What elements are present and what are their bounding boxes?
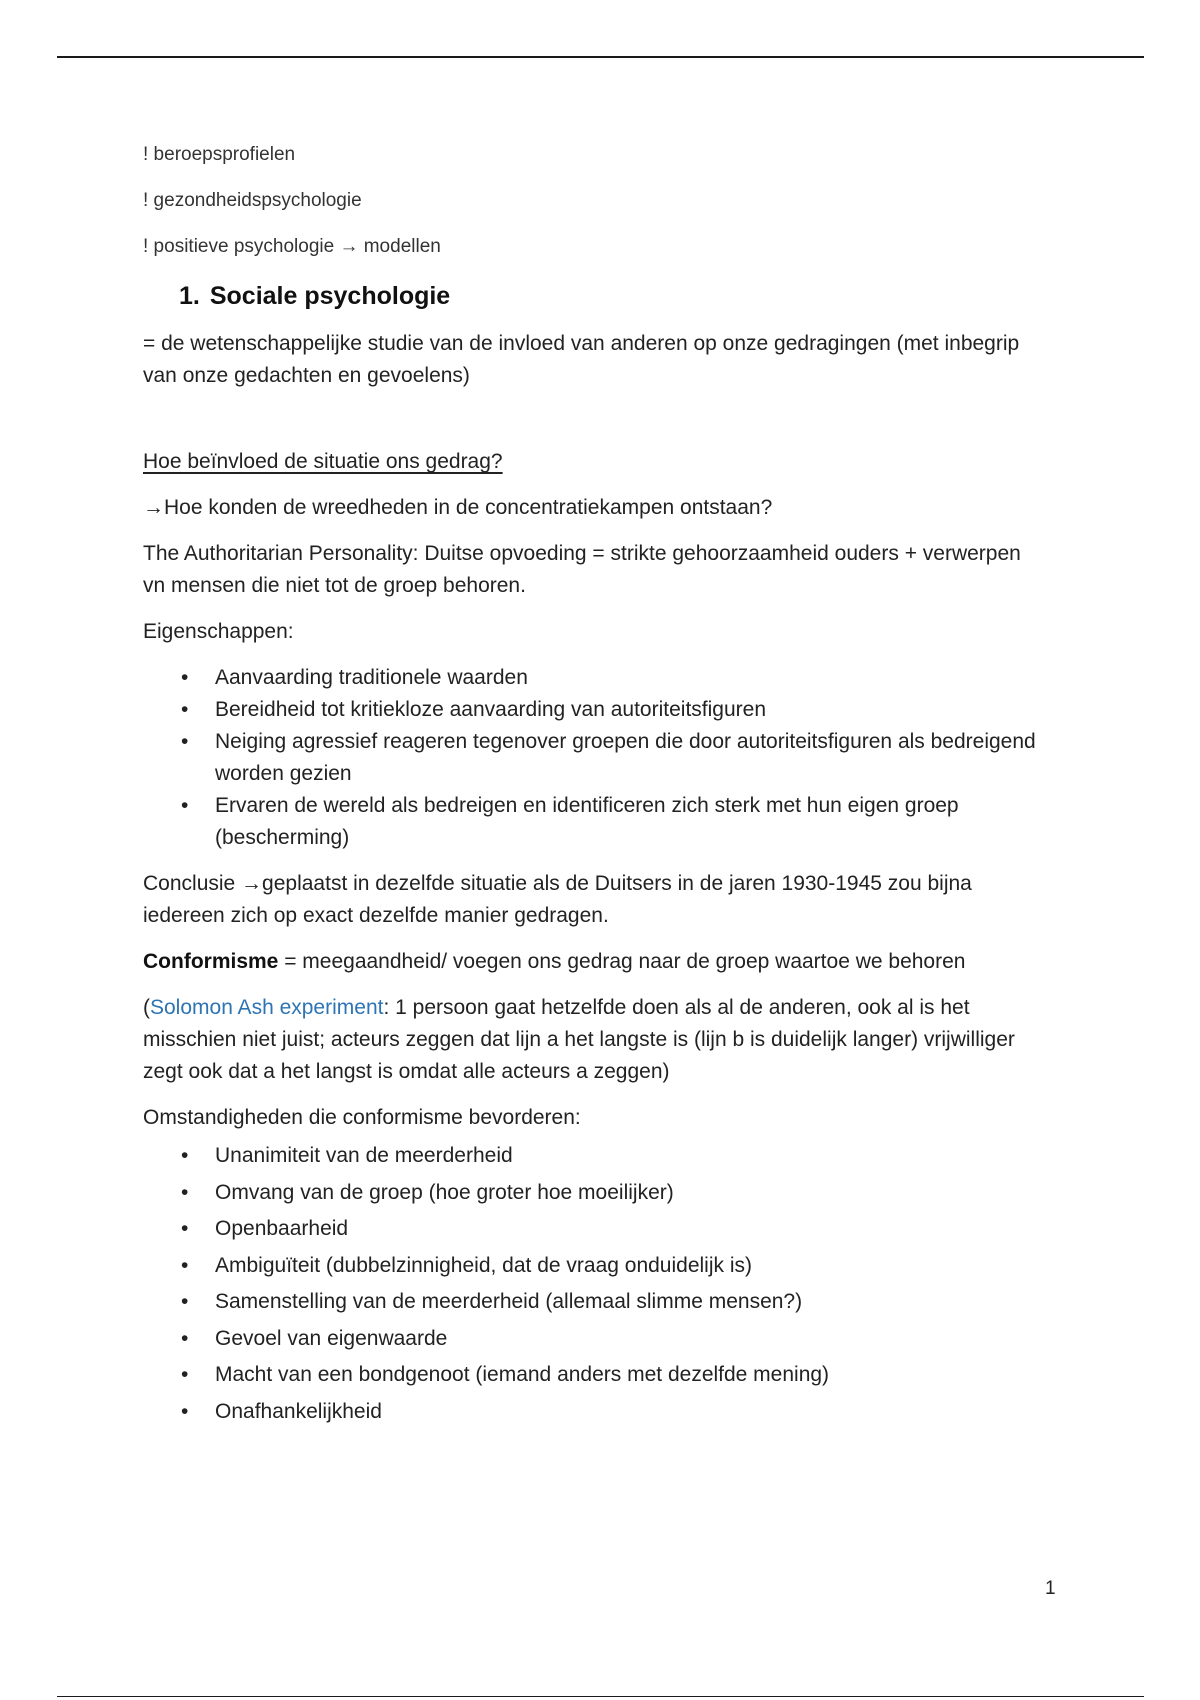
section-heading (143, 280, 1043, 312)
definition-paragraph: = de wetenschappelijke studie van de invloed van anderen op onze gedragingen (met inbegrip van onze gedachten en gevoelens) (143, 332, 1020, 387)
conformism-paragraph (143, 946, 1043, 978)
circumstances-list (143, 1140, 1043, 1428)
list-item: • Omvang van de groep (hoe groter hoe moeilijker) (143, 1177, 1043, 1209)
asch-text: : 1 persoon gaat hetzelfde doen als al de anderen, ook al is het misschien niet juist; acteurs zeggen dat lijn a het langste is (lijn b is duidelijk langer) vrijwilliger zegt ook dat a het langst is omdat alle acteurs a zeggen) (143, 996, 1015, 1083)
properties-list (143, 662, 1043, 854)
header-rule (57, 56, 1144, 58)
asch-paragraph (143, 992, 1043, 1088)
list-item: • Samenstelling van de meerderheid (allemaal slimme mensen?) (143, 1286, 1043, 1318)
list-item: • Ervaren de wereld als bedreigen en identificeren zich sterk met hun eigen groep (bescherming) (143, 790, 1043, 854)
list-item: • Onafhankelijkheid (143, 1396, 1043, 1428)
authoritarian-paragraph: The Authoritarian Personality: Duitse opvoeding = strikte gehoorzaamheid ouders + verwerpen vn mensen die niet tot de groep behoren. (143, 542, 1021, 597)
conclusion-paragraph: Conclusie →geplaatst in dezelfde situatie als de Duitsers in de jaren 1930-1945 zou bijna iedereen zich op exact dezelfde manier gedragen. (143, 872, 972, 927)
circumstances-label: Omstandigheden die conformisme bevorderen: (143, 1106, 581, 1129)
list-item: • Aanvaarding traditionele waarden (143, 662, 1043, 694)
page-number: 1 (1045, 1578, 1056, 1599)
list-item: • Unanimiteit van de meerderheid (143, 1140, 1043, 1172)
conformism-definition: = meegaandheid/ voegen ons gedrag naar de groep waartoe we behoren (278, 950, 966, 973)
subheading: Hoe beïnvloed de situatie ons gedrag? (143, 450, 503, 473)
question-paragraph: →Hoe konden de wreedheden in de concentratiekampen ontstaan? (143, 496, 773, 519)
note-beroepsprofielen: ! beroepsprofielen (143, 144, 296, 165)
list-item: • Ambiguïteit (dubbelzinnigheid, dat de vraag onduidelijk is) (143, 1250, 1043, 1282)
list-item: • Openbaarheid (143, 1213, 1043, 1245)
asch-open-paren: ( (143, 996, 150, 1019)
section-number: 1. (179, 282, 200, 310)
list-item: • Neiging agressief reageren tegenover groepen die door autoriteitsfiguren als bedreigend worden gezien (143, 726, 1043, 790)
conformism-term: Conformisme (143, 950, 279, 973)
page-content (143, 142, 1043, 1442)
section-title: Sociale psychologie (209, 282, 451, 310)
footer-rule (57, 1696, 1144, 1697)
list-item: • Gevoel van eigenwaarde (143, 1323, 1043, 1355)
properties-label: Eigenschappen: (143, 620, 294, 643)
note-gezondheidspsychologie: ! gezondheidspsychologie (143, 190, 362, 211)
note-positieve-psychologie: ! positieve psychologie → modellen (143, 236, 441, 257)
list-item: • Macht van een bondgenoot (iemand anders met dezelfde mening) (143, 1359, 1043, 1391)
asch-link[interactable]: Solomon Ash experiment (150, 996, 384, 1019)
list-item: • Bereidheid tot kritiekloze aanvaarding van autoriteitsfiguren (143, 694, 1043, 726)
